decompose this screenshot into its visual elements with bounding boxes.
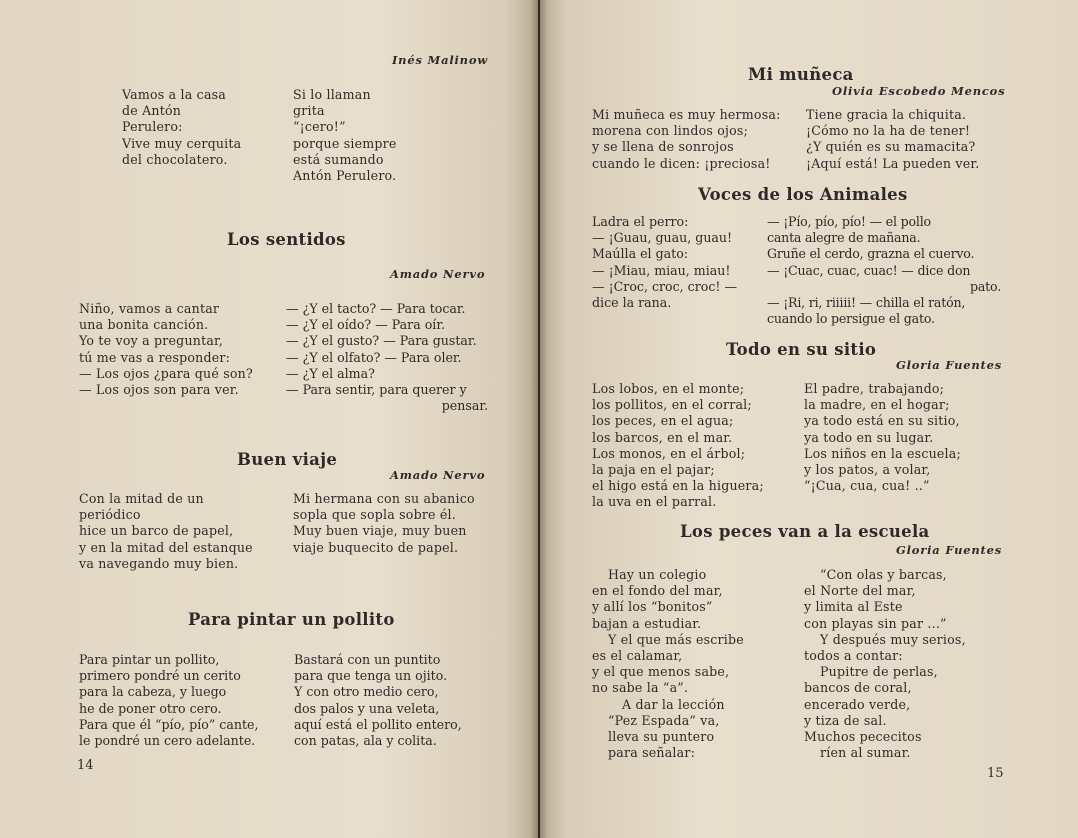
verse-line: del chocolatero. (122, 151, 228, 167)
verse-line: Con la mitad de un (79, 491, 204, 506)
poem-title-sentidos: Los sentidos (227, 230, 346, 249)
verse-line: y en la mitad del estanque (79, 539, 253, 555)
sitio-col2 (804, 381, 961, 494)
verse-line: “¡cero!” (293, 119, 346, 135)
verse-line: Vamos a la casa (122, 87, 227, 102)
peces-col1 (592, 567, 744, 761)
verse-line: lleva su puntero (608, 729, 715, 745)
buen-viaje-col1 (79, 491, 253, 572)
poem-author-sentidos: Amado Nervo (390, 267, 486, 281)
verse-line: ya todo está en su sitio, (804, 413, 960, 429)
verse-line: pato. (970, 278, 1001, 294)
poem-title-pollito: Para pintar un pollito (188, 610, 395, 629)
voces-col1 (592, 214, 737, 311)
verse-line: Los monos, en el árbol; (592, 445, 746, 461)
running-head: Inés Malinow (392, 53, 488, 67)
verse-line: los barcos, en el mar. (592, 429, 733, 445)
verse-line: Hay un colegio (608, 567, 707, 582)
verse-line: es el calamar, (592, 648, 683, 664)
verse-line: bajan a estudiar. (592, 615, 702, 631)
verse-line: — ¡Ri, ri, riiiii! — chilla el ratón, (767, 295, 966, 311)
verse-line: Muchos pececitos (804, 729, 922, 745)
verse-line: A dar la lección (622, 696, 725, 712)
verse-line: — ¡Guau, guau, guau! (592, 230, 733, 246)
verse-line: cuando lo persigue el gato. (767, 311, 935, 327)
verse-line: Perulero: (122, 119, 183, 135)
verse-line: el Norte del mar, (804, 583, 916, 599)
verse-line: los pollitos, en el corral; (592, 397, 752, 413)
verse-line: El padre, trabajando; (804, 381, 945, 396)
muneca-col2 (806, 107, 979, 172)
verse-line: va navegando muy bien. (79, 555, 239, 571)
verse-line: el higo está en la higuera; (592, 478, 764, 494)
verse-line: Para pintar un pollito, (79, 652, 220, 667)
verse-line: he de poner otro cero. (79, 700, 222, 716)
verse-line: está sumando (293, 151, 384, 167)
poem-title-voces: Voces de los Animales (698, 185, 908, 204)
verse-line: una bonita canción. (79, 317, 209, 333)
left-page (0, 0, 538, 838)
verse-line: — ¿Y el tacto? — Para tocar. (286, 301, 466, 316)
verse-line: “Pez Espada” va, (608, 712, 720, 728)
verse-line: — ¡Croc, croc, croc! — (592, 278, 738, 294)
verse-line: Vive muy cerquita (122, 135, 242, 151)
verse-line: Los niños en la escuela; (804, 445, 961, 461)
verse-line: con playas sin par ...” (804, 615, 947, 631)
verse-line: ríen al sumar. (820, 745, 911, 761)
verse-line: — Los ojos son para ver. (79, 382, 239, 398)
sentidos-col1 (79, 301, 253, 398)
verse-line: Muy buen viaje, muy buen (293, 523, 467, 539)
verse-line: todos a contar: (804, 648, 903, 664)
verse-line: encerado verde, (804, 696, 911, 712)
verse-line: “¡Cua, cua, cua! ..” (804, 478, 930, 494)
poem-author-muneca: Olivia Escobedo Mencos (832, 84, 1006, 98)
verse-line: Maúlla el gato: (592, 246, 689, 262)
verse-line: y los patos, a volar, (804, 462, 931, 478)
verse-line: pensar. (441, 398, 488, 414)
verse-line: le pondré un cero adelante. (79, 733, 256, 749)
page-number-right: 15 (987, 766, 1004, 781)
verse-line: Mi hermana con su abanico (293, 491, 475, 506)
verse-line: — ¿Y el gusto? — Para gustar. (286, 333, 477, 349)
verse-line: ¿Y quién es su mamacita? (806, 139, 976, 155)
verse-line: — ¿Y el olfato? — Para oler. (286, 349, 462, 365)
verse-line: — Para sentir, para querer y (286, 382, 467, 398)
verse-line: la madre, en el hogar; (804, 397, 950, 413)
peces-col2 (804, 567, 966, 761)
verse-line: Antón Perulero. (293, 168, 397, 184)
verse-line: sopla que sopla sobre él. (293, 507, 456, 523)
verse-line: — ¿Y el alma? (286, 365, 375, 381)
verse-line: ya todo en su lugar. (804, 429, 934, 445)
muneca-col1 (592, 107, 781, 172)
verse-line: y el que menos sabe, (592, 664, 730, 680)
verse-line: — ¡Cuac, cuac, cuac! — dice don (767, 262, 971, 278)
verse-line: — Los ojos ¿para qué son? (79, 365, 253, 381)
verse-line: Los lobos, en el monte; (592, 381, 745, 396)
verse-line: y allí los “bonitos” (592, 599, 713, 615)
verse-line: cuando le dicen: ¡preciosa! (592, 155, 771, 171)
verse-line: Pupitre de perlas, (820, 664, 938, 680)
verse-line: “Con olas y barcas, (820, 567, 947, 582)
poem-author-buen-viaje: Amado Nervo (390, 468, 486, 482)
verse-line: aquí está el pollito entero, (294, 716, 462, 732)
pollito-col1 (79, 652, 258, 749)
verse-line: Si lo llaman (293, 87, 371, 102)
verse-line: hice un barco de papel, (79, 523, 234, 539)
verse-line: para la cabeza, y luego (79, 684, 227, 700)
verse-line: Tiene gracia la chiquita. (806, 107, 967, 122)
poem-title-sitio: Todo en su sitio (726, 340, 877, 359)
verse-line: — ¿Y el oído? — Para oír. (286, 317, 445, 333)
verse-line: Gruñe el cerdo, grazna el cuervo. (767, 246, 975, 262)
voces-col2 (767, 214, 1001, 327)
verse-line: y se llena de sonrojos (592, 139, 734, 155)
verse-line: periódico (79, 507, 141, 523)
verse-line: — ¡Pío, pío, pío! — el pollo (767, 214, 931, 229)
verse-line: grita (293, 103, 325, 119)
right-page (540, 0, 1078, 838)
book-gutter (530, 0, 548, 838)
verse-line: canta alegre de mañana. (767, 230, 921, 246)
verse-line: Y con otro medio cero, (294, 684, 439, 700)
anton-col1 (122, 87, 241, 168)
sentidos-col2 (286, 301, 488, 414)
verse-line: Yo te voy a preguntar, (79, 333, 224, 349)
verse-line: Para que él “pío, pío” cante, (79, 716, 259, 732)
verse-line: dos palos y una veleta, (294, 700, 440, 716)
verse-line: y limita al Este (804, 599, 903, 615)
sitio-col1 (592, 381, 764, 511)
verse-line: Bastará con un puntito (294, 652, 441, 667)
verse-line: y tiza de sal. (804, 712, 887, 728)
verse-line: ¡Cómo no la ha de tener! (806, 123, 971, 139)
verse-line: dice la rana. (592, 295, 672, 311)
verse-line: en el fondo del mar, (592, 583, 723, 599)
verse-line: morena con lindos ojos; (592, 123, 749, 139)
verse-line: Mi muñeca es muy hermosa: (592, 107, 781, 122)
verse-line: con patas, ala y colita. (294, 733, 437, 749)
verse-line: bancos de coral, (804, 680, 912, 696)
buen-viaje-col2 (293, 491, 475, 556)
pollito-col2 (294, 652, 462, 749)
verse-line: Y el que más escribe (608, 631, 744, 647)
verse-line: Y después muy serios, (820, 631, 966, 647)
verse-line: los peces, en el agua; (592, 413, 734, 429)
verse-line: ¡Aquí está! La pueden ver. (806, 155, 980, 171)
verse-line: viaje buquecito de papel. (293, 539, 459, 555)
poem-author-peces: Gloria Fuentes (896, 543, 1003, 557)
verse-line: primero pondré un cerito (79, 668, 241, 684)
verse-line: porque siempre (293, 135, 397, 151)
verse-line: la paja en el pajar; (592, 462, 715, 478)
poem-title-muneca: Mi muñeca (748, 65, 854, 84)
verse-line: Ladra el perro: (592, 214, 689, 229)
verse-line: — ¡Miau, miau, miau! (592, 262, 731, 278)
verse-line: no sabe la “a”. (592, 680, 689, 696)
poem-title-peces: Los peces van a la escuela (680, 522, 930, 541)
poem-author-sitio: Gloria Fuentes (896, 358, 1003, 372)
verse-line: Niño, vamos a cantar (79, 301, 220, 316)
verse-line: la uva en el parral. (592, 494, 717, 510)
verse-line: para que tenga un ojito. (294, 668, 448, 684)
anton-col2 (293, 87, 397, 184)
verse-line: de Antón (122, 103, 182, 119)
verse-line: para señalar: (608, 745, 696, 761)
poem-title-buen-viaje: Buen viaje (237, 450, 338, 469)
verse-line: tú me vas a responder: (79, 349, 231, 365)
page-number-left: 14 (77, 758, 94, 773)
